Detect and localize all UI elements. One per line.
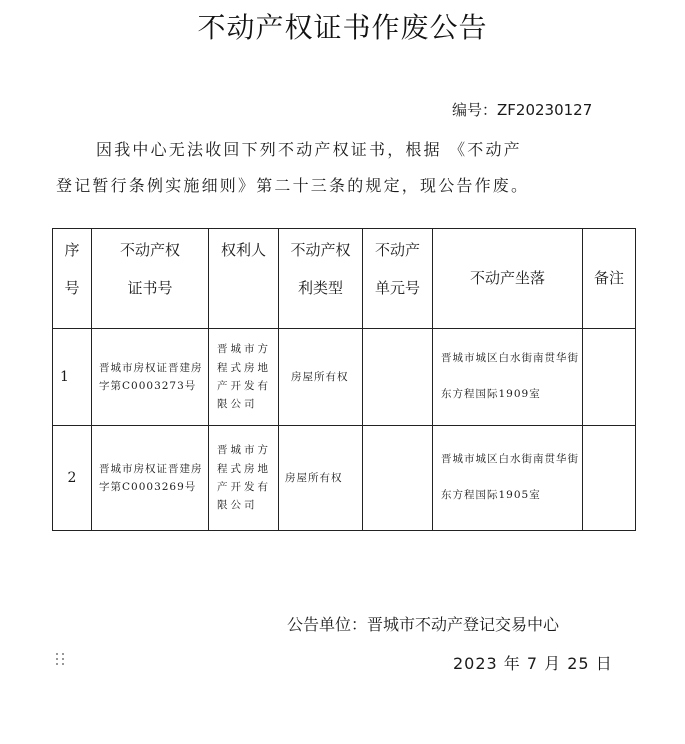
table-row [53, 329, 636, 426]
header-cert [92, 229, 209, 329]
header-right-type [279, 229, 363, 329]
header-seq-line-1: 序 [64, 241, 80, 259]
header-right-type-line-1: 不动产权 [290, 241, 351, 259]
row-2-cert: 晋城市房权证晋建房字第C0003269号 [99, 462, 203, 493]
row-1-remark [583, 329, 636, 426]
table-row [53, 426, 636, 531]
void-certificate-table [52, 228, 636, 531]
row-1-owner: 晋城市方程式房地产开发有限公司 [217, 343, 271, 411]
row-2-location: 晋城市城区白水街南贯华街东方程国际1905室 [441, 453, 579, 501]
row-1-seq: 1 [53, 329, 92, 426]
header-unit-no-line-1: 不动产 [374, 241, 420, 259]
header-right-type-line-2: 利类型 [297, 278, 343, 297]
drag-handle-icon[interactable] [56, 653, 66, 667]
row-2-seq: 2 [53, 426, 92, 531]
header-owner [209, 229, 279, 329]
table-header-row [53, 229, 636, 329]
notice-date: 2023 年 7 月 25 日 [453, 654, 613, 673]
row-2-owner: 晋城市方程式房地产开发有限公司 [217, 444, 271, 512]
header-cert-line-1: 不动产权 [119, 241, 180, 259]
row-1-location: 晋城市城区白水街南贯华街东方程国际1909室 [441, 352, 579, 400]
header-unit-no-line-2: 单元号 [374, 278, 420, 297]
issuing-unit: 公告单位：晋城市不动产登记交易中心 [287, 615, 560, 634]
header-remark: 备注 [583, 229, 636, 329]
header-seq [53, 229, 92, 329]
page-title: 不动产权证书作废公告 [197, 11, 488, 44]
row-1-cert: 晋城市房权证晋建房字第C0003273号 [99, 361, 203, 392]
header-seq-line-2: 号 [64, 278, 80, 297]
header-location: 不动产坐落 [433, 229, 583, 329]
body-text-line-2: 登记暂行条例实施细则》第二十三条的规定，现公告作废。 [56, 176, 530, 195]
header-cert-line-2: 证书号 [127, 278, 173, 297]
row-1-unit-no [363, 329, 433, 426]
document-number: 编号：ZF20230127 [452, 101, 593, 119]
header-unit-no [363, 229, 433, 329]
row-1-right-type: 房屋所有权 [291, 370, 349, 383]
row-2-remark [583, 426, 636, 531]
body-text-line-1: 因我中心无法收回下列不动产权证书，根据 《不动产 [96, 140, 522, 159]
header-owner-text: 权利人 [220, 241, 266, 259]
row-2-right-type: 房屋所有权 [285, 471, 343, 484]
row-2-unit-no [363, 426, 433, 531]
